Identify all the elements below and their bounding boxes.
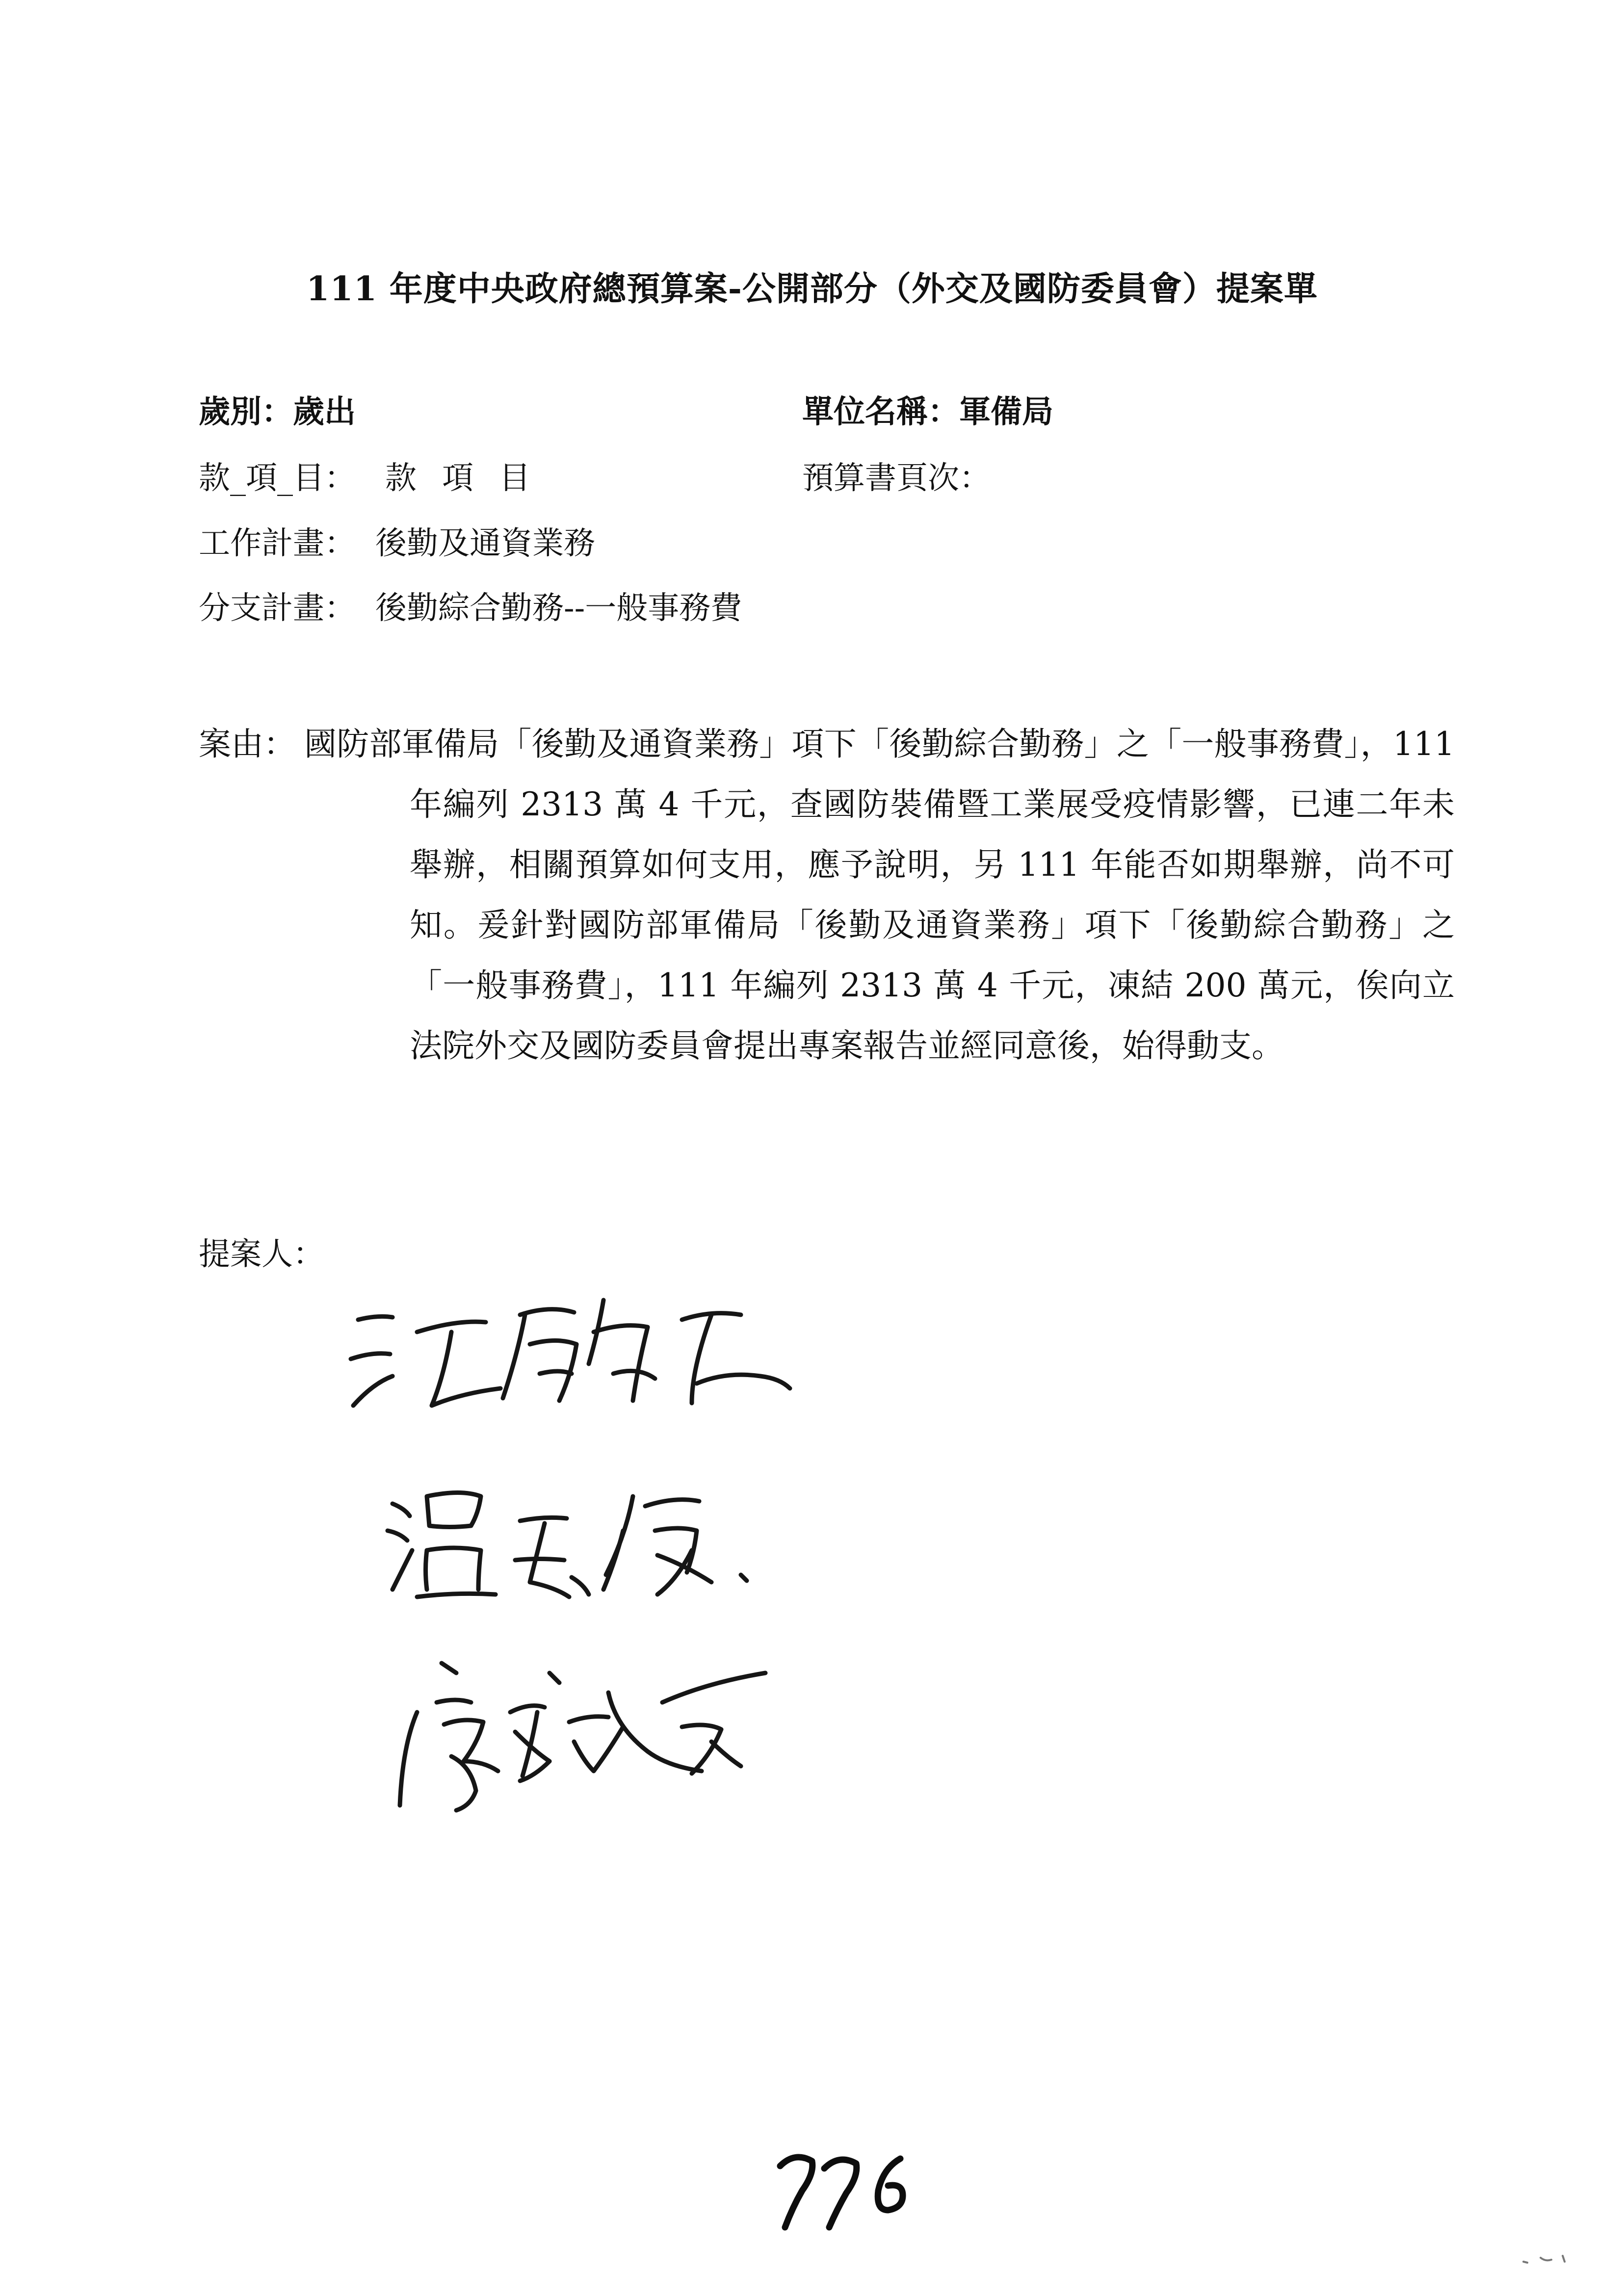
handwritten-page-number [765, 2144, 932, 2242]
reason-text: 國防部軍備局「後勤及通資業務」項下「後勤綜合勤務」之「一般事務費」，111 年編列 2313 萬 4 千元，查國防裝備暨工業展受疫情影響，已連二年未舉辦，相關預算如何支用，應予說明，另 111 年能否如期舉辦，尚不可知。爰針對國防部軍備局「後勤及通資業務」項下「後勤綜合勤務」之「一般事務費」，111 年編列 2313 萬 4 千元，凍結 200 萬元，俟向立法院外交及國防委員會提出專案報告並經同意後，始得動支。 [304, 725, 1455, 1065]
sub-plan-label: 分支計畫： [199, 590, 356, 626]
unit-row [802, 392, 1053, 432]
signature-3 [388, 1653, 814, 1820]
page-ref-row [802, 459, 991, 498]
reason-section [199, 714, 1455, 1076]
sub-plan-value: 後勤綜合勤務--一般事務費 [375, 590, 742, 626]
unit-label: 單位名稱： [802, 393, 959, 430]
work-plan-row [199, 524, 595, 563]
signature-1 [339, 1285, 810, 1433]
work-plan-label: 工作計畫： [199, 525, 356, 562]
category-label: 歲別： [199, 393, 293, 430]
reason-label: 案由： [199, 725, 296, 763]
proposer-label: 提案人： [199, 1236, 324, 1273]
item-label: 款_項_目： [199, 460, 356, 496]
category-row [199, 392, 356, 432]
category-value: 歲出 [293, 393, 356, 430]
page-ref-label: 預算書頁次： [802, 460, 991, 496]
work-plan-value: 後勤及通資業務 [375, 525, 595, 562]
document-title: 111 年度中央政府總預算案-公開部分（外交及國防委員會）提案單 [306, 269, 1318, 309]
scan-specks [1521, 2252, 1580, 2271]
sub-plan-row [199, 589, 742, 628]
signature-2 [378, 1477, 780, 1619]
item-row [199, 459, 556, 498]
item-value: 款項目 [385, 460, 556, 496]
unit-value: 軍備局 [959, 393, 1053, 430]
